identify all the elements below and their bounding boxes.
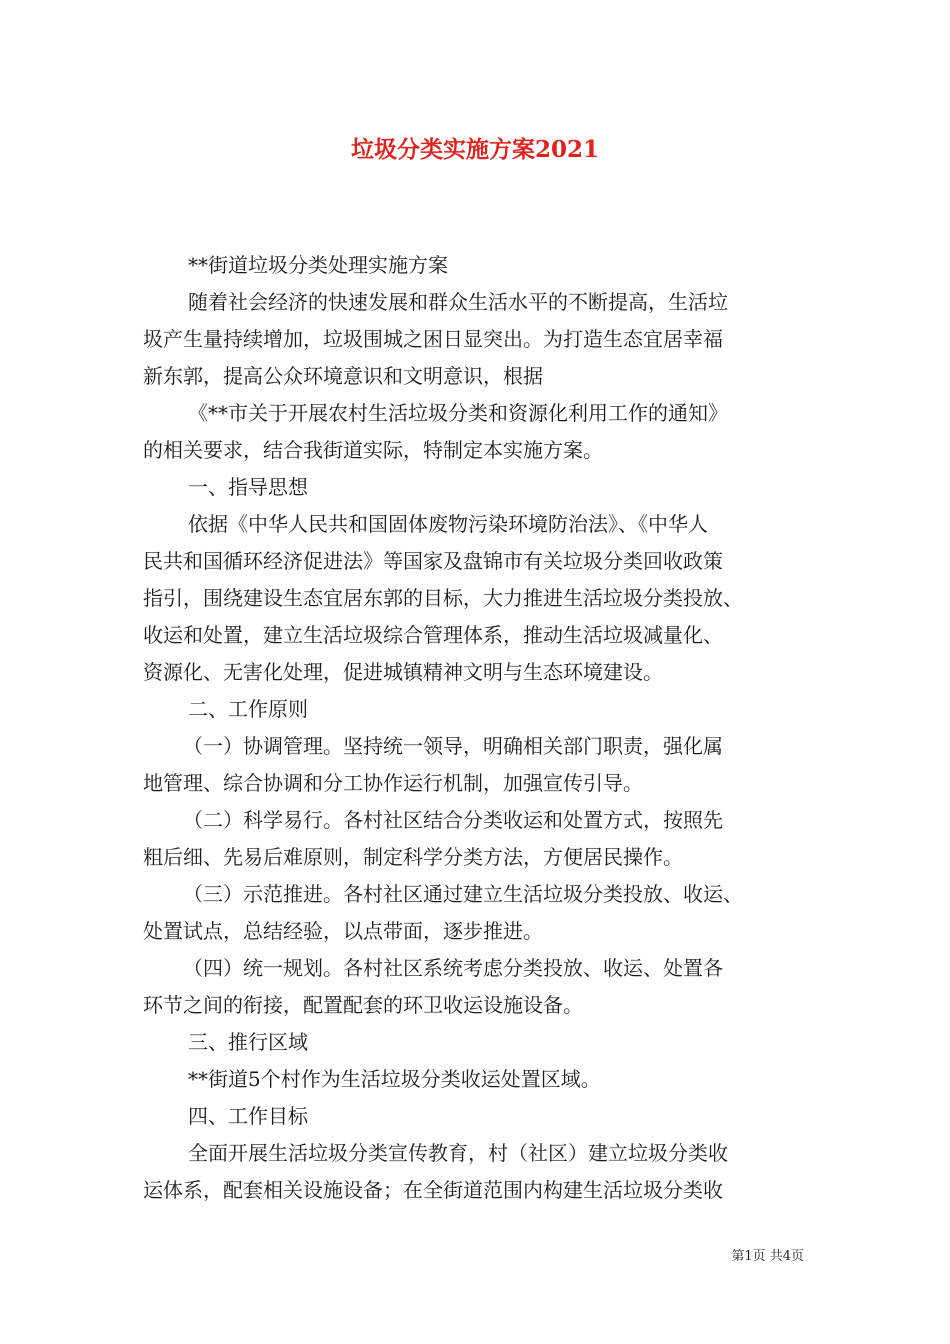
paragraph-line: 指引，围绕建设生态宜居东郭的目标，大力推进生活垃圾分类投放、 [143, 586, 743, 610]
section-heading: 一、指导思想 [188, 475, 308, 499]
paragraph-line: 新东郭，提高公众环境意识和文明意识，根据 [143, 364, 543, 388]
paragraph-line: 资源化、无害化处理，促进城镇精神文明与生态环境建设。 [143, 660, 663, 684]
subtitle-line: **街道垃圾分类处理实施方案 [188, 253, 448, 277]
page-number: 第1页 共4页 [731, 1249, 804, 1264]
document-title: 垃圾分类实施方案2021 [350, 136, 599, 163]
paragraph-line: （一）协调管理。坚持统一领导，明确相关部门职责，强化属 [183, 734, 723, 758]
paragraph-line: 地管理、综合协调和分工协作运行机制，加强宣传引导。 [143, 771, 643, 795]
paragraph-line: 处置试点，总结经验，以点带面，逐步推进。 [143, 919, 543, 943]
section-heading: 四、工作目标 [188, 1104, 308, 1128]
paragraph-line: （二）科学易行。各村社区结合分类收运和处置方式，按照先 [183, 808, 723, 832]
paragraph-line: 民共和国循环经济促进法》等国家及盘锦市有关垃圾分类回收政策 [143, 549, 723, 573]
section-heading: 三、推行区域 [188, 1030, 308, 1054]
paragraph-line: 收运和处置，建立生活垃圾综合管理体系，推动生活垃圾减量化、 [143, 623, 723, 647]
paragraph-line: 随着社会经济的快速发展和群众生活水平的不断提高，生活垃 [188, 290, 728, 314]
document-body [143, 247, 823, 1209]
paragraph-line: 依据《中华人民共和国固体废物污染环境防治法》、《中华人 [188, 512, 708, 536]
paragraph-line: 圾产生量持续增加，垃圾围城之困日显突出。为打造生态宜居幸福 [143, 327, 723, 351]
paragraph-line: 全面开展生活垃圾分类宣传教育，村（社区）建立垃圾分类收 [188, 1141, 728, 1165]
paragraph-line: 环节之间的衔接，配置配套的环卫收运设施设备。 [143, 993, 583, 1017]
paragraph-line: **街道5个村作为生活垃圾分类收运处置区域。 [188, 1067, 601, 1091]
paragraph-line: （三）示范推进。各村社区通过建立生活垃圾分类投放、收运、 [183, 882, 743, 906]
paragraph-line: 的相关要求，结合我街道实际，特制定本实施方案。 [143, 438, 603, 462]
paragraph-line: （四）统一规划。各村社区系统考虑分类投放、收运、处置各 [183, 956, 723, 980]
paragraph-line: 运体系，配套相关设施设备；在全街道范围内构建生活垃圾分类收 [143, 1178, 723, 1202]
paragraph-line: 粗后细、先易后难原则，制定科学分类方法，方便居民操作。 [143, 845, 683, 869]
section-heading: 二、工作原则 [188, 697, 308, 721]
paragraph-line: 《**市关于开展农村生活垃圾分类和资源化利用工作的通知》 [188, 401, 728, 425]
